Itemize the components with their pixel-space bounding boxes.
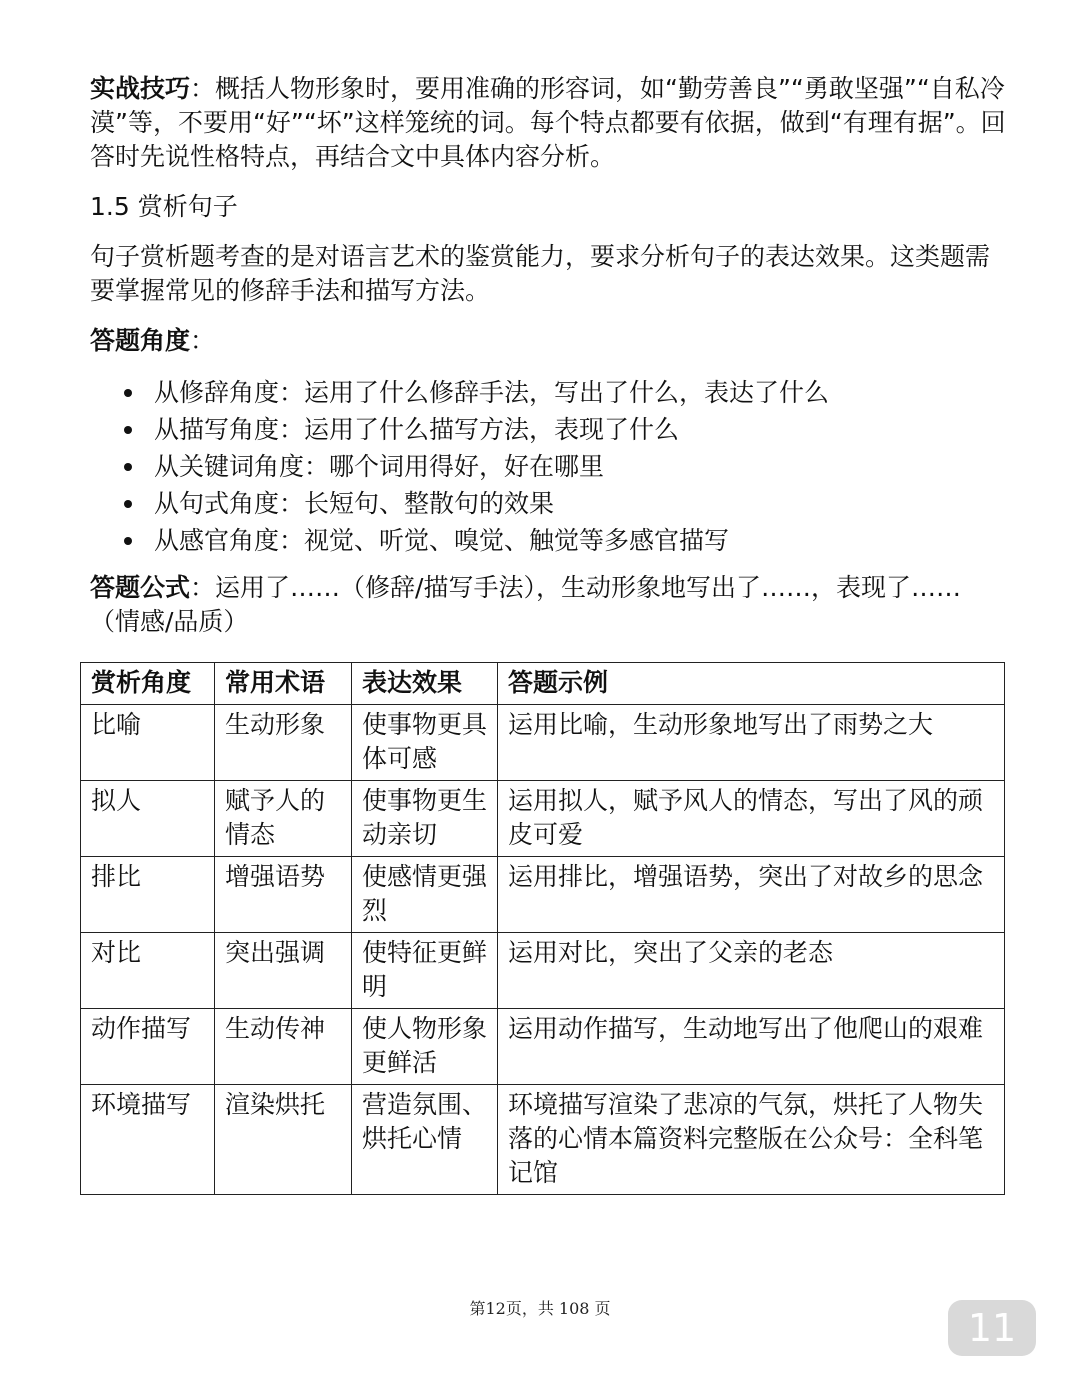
angles-list (90, 374, 1010, 559)
table-cell: 运用对比，突出了父亲的老态 (498, 933, 1005, 1009)
table-cell: 突出强调 (215, 933, 352, 1009)
table-cell: 使感情更强烈 (352, 857, 498, 933)
table-cell: 营造氛围、烘托心情 (352, 1085, 498, 1195)
table-cell: 增强语势 (215, 857, 352, 933)
list-item: 从关键词角度：哪个词用得好，好在哪里 (90, 448, 1010, 485)
table-cell: 拟人 (81, 781, 215, 857)
tips-paragraph (90, 72, 1010, 174)
table-cell: 比喻 (81, 705, 215, 781)
table-header-cell: 答题示例 (498, 663, 1005, 705)
table-cell: 动作描写 (81, 1009, 215, 1085)
table-row (81, 933, 1005, 1009)
table-cell: 环境描写 (81, 1085, 215, 1195)
analysis-table (80, 662, 1005, 1195)
table-cell: 使人物形象更鲜活 (352, 1009, 498, 1085)
table-header-row (81, 663, 1005, 705)
list-item: 从描写角度：运用了什么描写方法，表现了什么 (90, 411, 1010, 448)
table-row (81, 1085, 1005, 1195)
formula-text: ：运用了……（修辞/描写手法），生动形象地写出了……，表现了……（情感/品质） (90, 573, 961, 636)
tips-label: 实战技巧 (90, 74, 191, 103)
table-cell: 使事物更生动亲切 (352, 781, 498, 857)
table-cell: 生动传神 (215, 1009, 352, 1085)
table-cell: 排比 (81, 857, 215, 933)
table-header-cell: 常用术语 (215, 663, 352, 705)
table-row (81, 1009, 1005, 1085)
table-cell: 运用排比，增强语势，突出了对故乡的思念 (498, 857, 1005, 933)
table-cell: 生动形象 (215, 705, 352, 781)
tips-text: ：概括人物形象时，要用准确的形容词，如“勤劳善良”“勇敢坚强”“自私冷漠”等，不要用“好”“坏”这样笼统的词。每个特点都要有依据，做到“有理有据”。回答时先说性格特点，再结合文中具体内容分析。 (90, 74, 1006, 171)
table-header-cell: 表达效果 (352, 663, 498, 705)
table-row (81, 857, 1005, 933)
table-cell: 使事物更具体可感 (352, 705, 498, 781)
formula-label: 答题公式 (90, 573, 191, 602)
table-cell: 运用比喻，生动形象地写出了雨势之大 (498, 705, 1005, 781)
table-cell: 运用拟人，赋予风人的情态，写出了风的顽皮可爱 (498, 781, 1005, 857)
section-title: 1.5 赏析句子 (90, 192, 238, 221)
page-number-badge: 11 (948, 1300, 1036, 1356)
table-cell: 赋予人的情态 (215, 781, 352, 857)
document-body (90, 72, 1010, 655)
list-item: 从句式角度：长短句、整散句的效果 (90, 485, 1010, 522)
angles-colon: ： (190, 326, 216, 355)
table-header-cell: 赏析角度 (81, 663, 215, 705)
angles-label: 答题角度 (90, 326, 191, 355)
table-cell: 对比 (81, 933, 215, 1009)
angles-heading (90, 324, 1010, 358)
table-row (81, 781, 1005, 857)
table-cell: 渲染烘托 (215, 1085, 352, 1195)
list-item: 从感官角度：视觉、听觉、嗅觉、触觉等多感官描写 (90, 522, 1010, 559)
table-row (81, 705, 1005, 781)
formula-paragraph (90, 571, 1010, 639)
page-footer: 第12页，共 108 页 (469, 1299, 611, 1318)
table-cell: 运用动作描写，生动地写出了他爬山的艰难 (498, 1009, 1005, 1085)
table-cell: 使特征更鲜明 (352, 933, 498, 1009)
list-item: 从修辞角度：运用了什么修辞手法，写出了什么，表达了什么 (90, 374, 1010, 411)
table-cell: 环境描写渲染了悲凉的气氛，烘托了人物失落的心情本篇资料完整版在公众号：全科笔记馆 (498, 1085, 1005, 1195)
intro-paragraph: 句子赏析题考查的是对语言艺术的鉴赏能力，要求分析句子的表达效果。这类题需要掌握常见的修辞手法和描写方法。 (90, 242, 991, 305)
